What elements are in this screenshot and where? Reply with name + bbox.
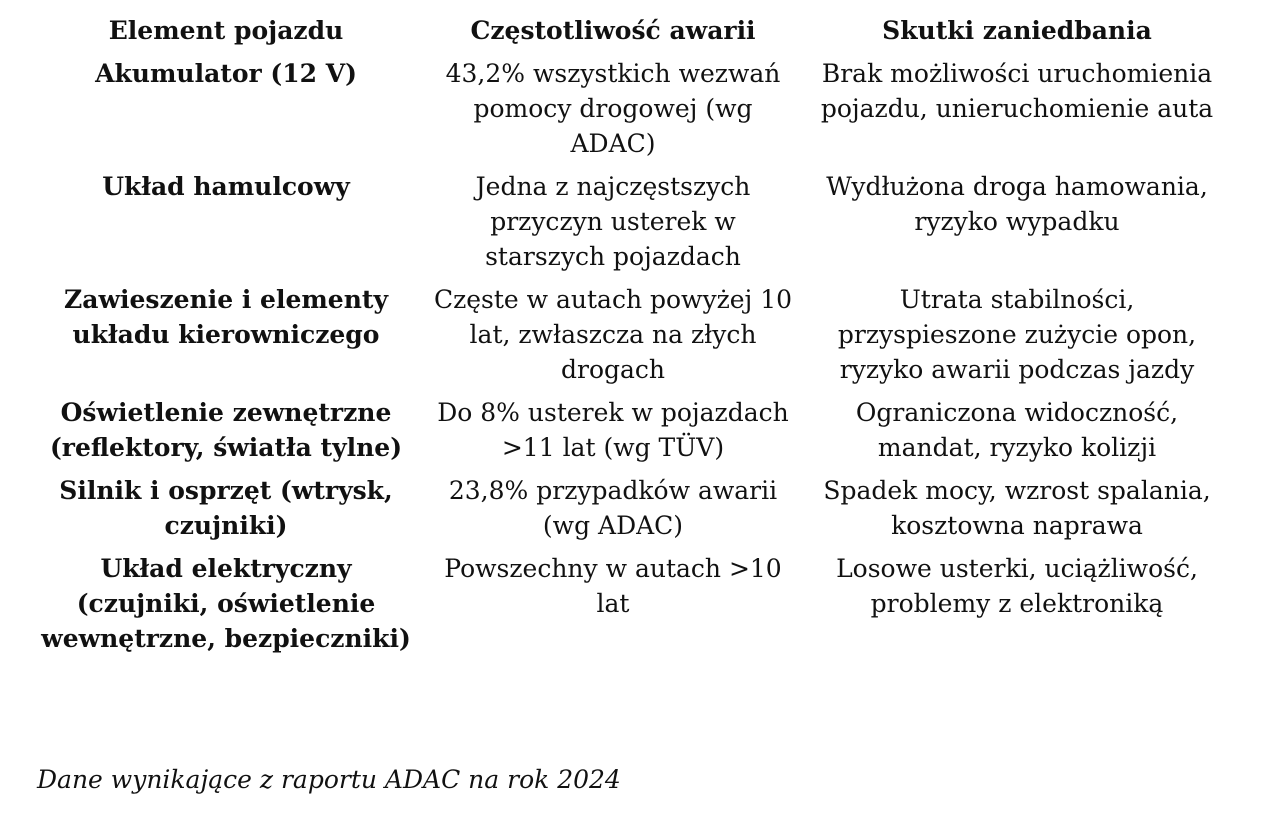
cell-element: Silnik i osprzęt (wtrysk, czujniki) (59, 476, 393, 540)
cell-element: Oświetlenie zewnętrzne (reflektory, światła tylne) (49, 398, 403, 462)
table-row (30, 473, 1230, 551)
cell-effects: Utrata stabilności, przyspieszone zużycie opon, ryzyko awarii podczas jazdy (837, 285, 1197, 384)
table-row (30, 169, 1230, 282)
table-row (30, 282, 1230, 395)
column-header-frequency: Częstotliwość awarii (470, 16, 756, 45)
cell-effects: Losowe usterki, uciążliwość, problemy z elektroniką (836, 554, 1198, 618)
cell-frequency: Jedna z najczęstszych przyczyn usterek w starszych pojazdach (475, 172, 751, 271)
cell-effects: Spadek mocy, wzrost spalania, kosztowna naprawa (823, 476, 1211, 540)
cell-effects: Brak możliwości uruchomienia pojazdu, unieruchomienie auta (820, 59, 1214, 123)
cell-element: Układ elektryczny (czujniki, oświetlenie wewnętrzne, bezpieczniki) (41, 554, 411, 653)
table-row (30, 551, 1230, 664)
cell-frequency: 43,2% wszystkich wezwań pomocy drogowej (wg ADAC) (445, 59, 781, 158)
cell-element: Akumulator (12 V) (95, 59, 357, 88)
cell-effects: Ograniczona widoczność, mandat, ryzyko kolizji (855, 398, 1179, 462)
table-row (30, 395, 1230, 473)
table-row (30, 56, 1230, 169)
column-header-element: Element pojazdu (108, 16, 344, 45)
cell-frequency: Częste w autach powyżej 10 lat, zwłaszcza na złych drogach (433, 285, 793, 384)
cell-frequency: Do 8% usterek w pojazdach >11 lat (wg TÜV) (437, 398, 789, 462)
cell-element: Zawieszenie i elementy układu kierowniczego (64, 285, 388, 349)
source-footnote: Dane wynikające z raportu ADAC na rok 2024 (37, 765, 621, 794)
cell-element: Układ hamulcowy (102, 172, 350, 201)
column-header-effects: Skutki zaniedbania (882, 16, 1152, 45)
cell-effects: Wydłużona droga hamowania, ryzyko wypadku (826, 172, 1208, 236)
table-header-row (30, 13, 1230, 56)
failure-table (30, 13, 1230, 664)
cell-frequency: 23,8% przypadków awarii (wg ADAC) (448, 476, 778, 540)
cell-frequency: Powszechny w autach >10 lat (444, 554, 782, 618)
